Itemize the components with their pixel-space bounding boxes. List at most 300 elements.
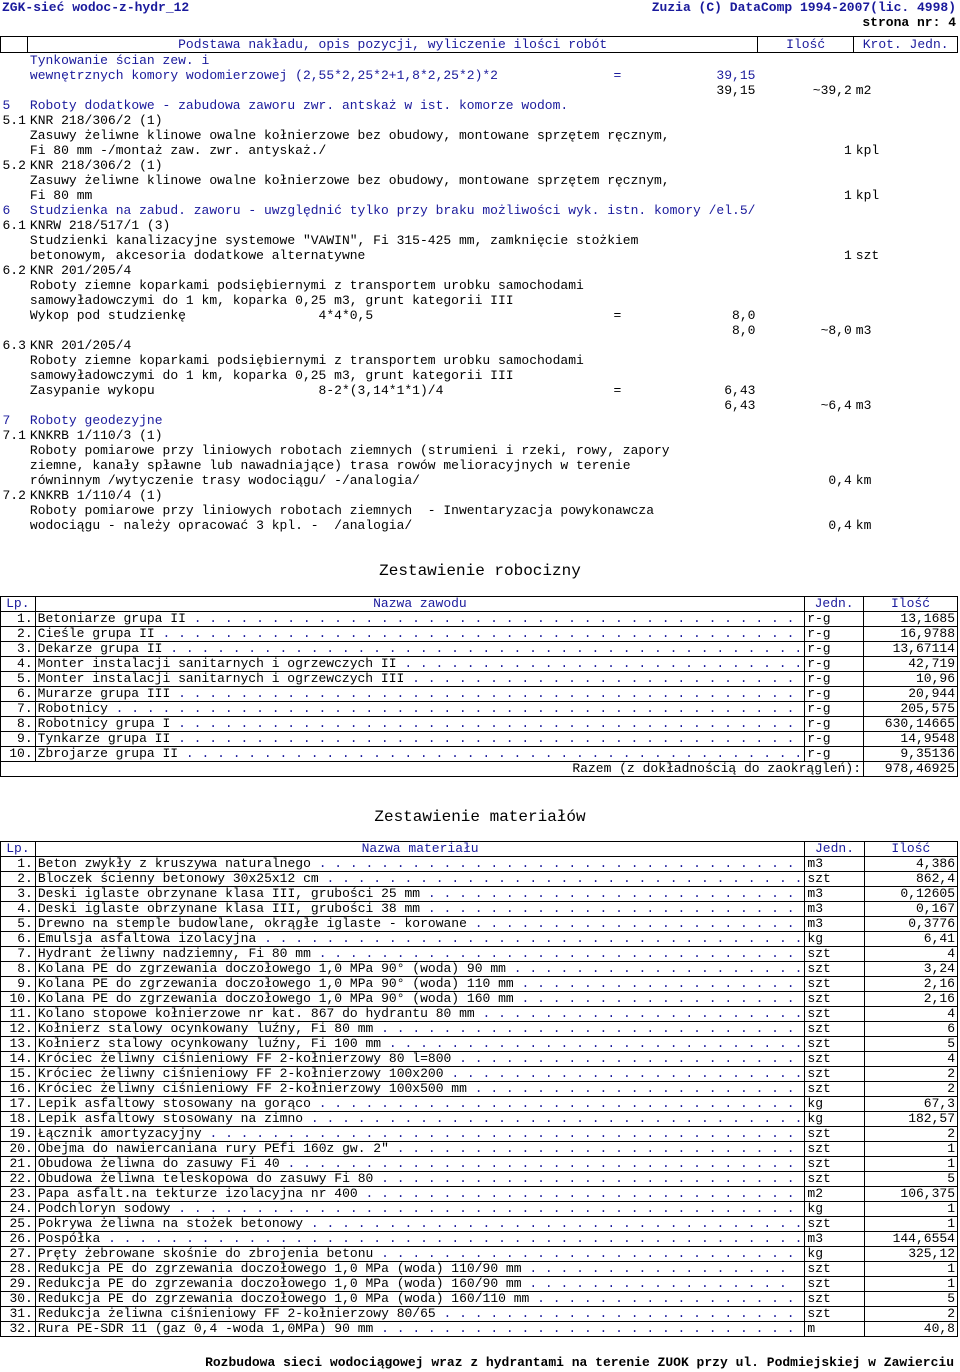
item-number (1, 323, 28, 338)
material-row-name (35, 1217, 805, 1232)
item-unit (854, 128, 958, 143)
labor-row-name (35, 642, 805, 657)
material-row-unit: szt (805, 1157, 864, 1172)
material-row-name-text: Obejma do nawiercaniana rury PEfi 160z gw. 2" (37, 1141, 389, 1156)
dot-leader: . . . . . . . . . . . . . . . . . . . . . . . . . . . . . . . . . . . . . . . . . . . . . (100, 1231, 803, 1246)
material-row (1, 1307, 958, 1322)
dot-leader: . . . . . . . . . . . . . . . . . . . . . . . . . (404, 671, 795, 686)
material-row-unit: szt (805, 1007, 864, 1022)
material-row-lp: 7. (1, 947, 36, 962)
labor-row-unit: r-g (805, 717, 864, 732)
material-row-name-text: Drewno na stemple budowlane, okrągłe iglaste - korowane (37, 916, 467, 931)
labor-row-name (35, 717, 805, 732)
labor-row-lp: 5. (1, 672, 36, 687)
dot-leader: . . . . . . . . . . . . . . . . . . . . . . . . . . . . . . . . . . . . . . . . . (154, 626, 795, 641)
material-row-lp: 23. (1, 1187, 36, 1202)
item-unit (854, 428, 958, 443)
material-row-qty: 5 (864, 1037, 957, 1052)
item-number (1, 248, 28, 263)
equals-sign (612, 83, 633, 98)
labor-row-name (35, 612, 805, 627)
material-row-name (35, 1022, 805, 1037)
material-row-qty: 2,16 (864, 977, 957, 992)
item-unit (854, 173, 958, 188)
item-description: Wykop pod studzienkę 4*4*0,5 (29, 308, 374, 323)
material-row-unit: m3 (805, 887, 864, 902)
item-number (1, 143, 28, 158)
col-description: Podstawa nakładu, opis pozycji, wyliczenie ilości robót (28, 37, 758, 53)
calc-value: 39,15 (716, 83, 756, 98)
dot-leader: . . . . . . . . . . . . . . . . . (521, 1261, 787, 1276)
item-quantity (757, 488, 853, 503)
cost-item-line (1, 428, 958, 443)
material-row-unit: kg (805, 932, 864, 947)
material-row-name (35, 1142, 805, 1157)
labor-row-unit: r-g (805, 702, 864, 717)
item-unit (854, 158, 958, 173)
material-row-unit: szt (805, 977, 864, 992)
labor-row-name-text: Zbrojarze grupa II (37, 746, 179, 761)
material-row-qty: 5 (864, 1172, 957, 1187)
dot-leader: . . . . . . . . . . . . . . . . . . . . . . . . . . . . . . . (310, 946, 795, 961)
item-unit: m3 (855, 323, 872, 338)
material-row (1, 947, 958, 962)
item-unit (854, 218, 958, 233)
cost-items-header (1, 37, 958, 53)
item-unit: szt (855, 248, 880, 263)
item-number (1, 398, 28, 413)
item-unit: km (855, 473, 872, 488)
dot-leader: . . . . . . . . . . . . . . . . . . . . . . . . (420, 901, 795, 916)
calc-value: 6,43 (724, 398, 756, 413)
cost-items-table (0, 36, 958, 533)
labor-row-qty: 13,1685 (864, 612, 958, 627)
item-number (1, 128, 28, 143)
page-header (0, 0, 960, 34)
material-row-name-text: Króciec żeliwny ciśnieniowy FF 2-kołnierzowy 80 l=800 (37, 1051, 452, 1066)
labor-row-lp: 9. (1, 732, 36, 747)
col-unit: Jedn. (909, 37, 949, 52)
material-row-name (35, 977, 805, 992)
item-quantity (757, 353, 853, 368)
material-row-qty: 40,8 (864, 1322, 957, 1337)
dot-leader: . . . . . . . . . . . . . . . . . . . . . . . (443, 1066, 803, 1081)
cost-item-line (1, 143, 958, 158)
labor-row-unit: r-g (805, 687, 864, 702)
item-quantity: 0,4 (828, 473, 852, 488)
material-row-unit: szt (805, 1307, 864, 1322)
item-quantity (757, 113, 853, 128)
item-unit (854, 278, 958, 293)
material-row-qty: 325,12 (864, 1247, 957, 1262)
material-row-lp: 25. (1, 1217, 36, 1232)
item-quantity (757, 368, 853, 383)
material-row-name-text: Podchloryn sodowy (37, 1201, 171, 1216)
material-row (1, 1052, 958, 1067)
item-unit (854, 233, 958, 248)
labor-row-name-text: Murarze grupa III (37, 686, 171, 701)
material-row-unit: szt (805, 1082, 864, 1097)
item-unit (854, 443, 958, 458)
labor-row-name (35, 732, 805, 747)
equals-sign: = (613, 308, 622, 323)
labor-row-name (35, 672, 805, 687)
dot-leader: . . . . . . . . . . . . . . . . . . . . . . . . . . . (373, 1171, 795, 1186)
item-description: Studzienki kanalizacyjne systemowe "VAWIN", Fi 315-425 mm, zamknięcie stożkiem (29, 233, 639, 248)
material-row-name-text: Kołnierz stalowy ocynkowany luźny, Fi 100 mm (37, 1036, 382, 1051)
material-row-lp: 26. (1, 1232, 36, 1247)
labor-row-qty: 10,96 (864, 672, 958, 687)
material-row-qty: 0,167 (864, 902, 957, 917)
dot-leader: . . . . . . . . . . . . . . . . . . . . . . . . . . . . . . . . (303, 1216, 803, 1231)
labor-row (1, 747, 958, 762)
cost-item-line (1, 68, 958, 83)
material-row-lp: 27. (1, 1247, 36, 1262)
material-row-qty: 4 (864, 1052, 957, 1067)
material-row (1, 857, 958, 872)
material-row-lp: 21. (1, 1157, 36, 1172)
item-unit (854, 308, 958, 323)
material-row-lp: 11. (1, 1007, 36, 1022)
dot-leader: . . . . . . . . . . . . . . . . . . . . . . . . . . . . . . . . . . . . . . . . (178, 746, 803, 761)
material-row-lp: 29. (1, 1277, 36, 1292)
item-quantity: ~6,4 (820, 398, 852, 413)
cost-item-line (1, 158, 958, 173)
item-number (1, 53, 28, 69)
item-description: KNKRB 1/110/3 (1) (29, 428, 163, 443)
materials-col-unit: Jedn. (805, 842, 864, 857)
calc-value: 39,15 (716, 68, 756, 83)
dot-leader: . . . . . . . . . . . . . . . . . . . . . . . . . . . . . . . . . . . (256, 931, 803, 946)
dot-leader: . . . . . . . . . . . . . . . . . (529, 1291, 795, 1306)
labor-row-name (35, 687, 805, 702)
item-description: KNR 218/306/2 (1) (29, 113, 163, 128)
labor-row-qty: 20,944 (864, 687, 958, 702)
material-row-name (35, 1187, 805, 1202)
material-row-name (35, 887, 805, 902)
item-description (28, 398, 612, 413)
item-description: samowyładowczymi do 1 km, koparka 0,25 m3, grunt kategorii III (29, 368, 514, 383)
item-description: Roboty ziemne koparkami podsiębiernymi z transportem urobku samochodami (29, 353, 584, 368)
col-quantity: Ilość (757, 37, 853, 53)
cost-item-line (1, 98, 958, 113)
labor-row-lp: 8. (1, 717, 36, 732)
item-number: 5 (2, 98, 11, 113)
labor-row-name-text: Robotnicy grupa I (37, 716, 171, 731)
material-row-name (35, 1172, 805, 1187)
material-row (1, 962, 958, 977)
material-row-lp: 10. (1, 992, 36, 1007)
material-row-qty: 6,41 (864, 932, 957, 947)
material-row-unit: m3 (805, 1232, 864, 1247)
equals-sign: = (613, 383, 622, 398)
dot-leader: . . . . . . . . . . . . . . . . . . . . . . . . (420, 886, 795, 901)
material-row-name-text: Kolana PE do zgrzewania doczołowego 1,0 MPa 90° (woda) 160 mm (37, 991, 514, 1006)
item-quantity (757, 338, 853, 353)
item-description: KNRW 218/517/1 (3) (29, 218, 171, 233)
material-row-unit: szt (805, 992, 864, 1007)
item-quantity: 1 (843, 248, 852, 263)
item-number (1, 233, 28, 248)
material-row-lp: 4. (1, 902, 36, 917)
material-row-name (35, 1007, 805, 1022)
item-unit: m3 (855, 398, 872, 413)
material-row-qty: 2 (864, 1067, 957, 1082)
material-row-unit: szt (805, 1022, 864, 1037)
item-number: 6 (2, 203, 11, 218)
item-description: Roboty geodezyjne (29, 413, 163, 428)
item-quantity (757, 293, 853, 308)
material-row-name-text: Pręty żebrowane skośnie do zbrojenia betonu (37, 1246, 374, 1261)
material-row (1, 1277, 958, 1292)
item-unit (854, 68, 958, 83)
dot-leader: . . . . . . . . . . . . . . . . . . . . . . (451, 1051, 795, 1066)
material-row-name-text: Króciec żeliwny ciśnieniowy FF 2-kołnierzowy 100x200 (37, 1066, 444, 1081)
item-description: Tynkowanie ścian zew. i (29, 53, 210, 68)
item-unit (854, 383, 958, 398)
labor-row-unit: r-g (805, 612, 864, 627)
material-row (1, 1142, 958, 1157)
page-number: strona nr: 4 (862, 15, 956, 30)
cost-item-line (1, 113, 958, 128)
item-description: samowyładowczymi do 1 km, koparka 0,25 m3, grunt kategorii III (29, 293, 514, 308)
item-quantity: 1 (843, 143, 852, 158)
material-row-name (35, 962, 805, 977)
material-row (1, 1082, 958, 1097)
item-quantity (757, 173, 853, 188)
material-row-lp: 14. (1, 1052, 36, 1067)
dot-leader: . . . . . . . . . . . . . . . . . . . . . . . . . . . . . . . . (303, 1111, 803, 1126)
material-row-lp: 32. (1, 1322, 36, 1337)
cost-item-line (1, 128, 958, 143)
material-row-name (35, 1082, 805, 1097)
labor-row (1, 642, 958, 657)
labor-row (1, 612, 958, 627)
labor-row-name-text: Robotnicy (37, 701, 108, 716)
dot-leader: . . . . . . . . . . . . . . . . . . (513, 976, 795, 991)
cost-item-line (1, 473, 958, 488)
item-number (1, 503, 28, 518)
cost-item-line (1, 443, 958, 458)
dot-leader: . . . . . . . . . . . . . . . . . . . . . . . . . . . . . . . . . . . . . . . . (170, 716, 795, 731)
material-row-qty: 67,3 (864, 1097, 957, 1112)
labor-row-name (35, 627, 805, 642)
material-row-lp: 20. (1, 1142, 36, 1157)
calc-value: 8,0 (732, 308, 756, 323)
item-unit (854, 353, 958, 368)
item-number (1, 353, 28, 368)
cost-item-line (1, 503, 958, 518)
material-row (1, 902, 958, 917)
item-description: Fi 80 mm (29, 188, 93, 203)
material-row-unit: szt (805, 1172, 864, 1187)
dot-leader: . . . . . . . . . . . . . . . . . (521, 1276, 787, 1291)
material-row-lp: 30. (1, 1292, 36, 1307)
labor-row-unit: r-g (805, 657, 864, 672)
material-row-qty: 1 (864, 1277, 957, 1292)
material-row-lp: 12. (1, 1022, 36, 1037)
material-row-name (35, 1262, 805, 1277)
labor-row (1, 672, 958, 687)
item-quantity (757, 98, 853, 113)
page-footer: Rozbudowa sieci wodociągowej wraz z hydrantami na terenie ZUOK przy ul. Podmiejskiej w Zawierciu (205, 1355, 954, 1370)
material-row-unit: szt (805, 1217, 864, 1232)
item-unit: m2 (855, 83, 872, 98)
labor-row-name (35, 657, 805, 672)
material-row-qty: 4,386 (864, 857, 957, 872)
item-unit (854, 458, 958, 473)
item-number (1, 473, 28, 488)
material-row (1, 1127, 958, 1142)
item-quantity: ~8,0 (820, 323, 852, 338)
material-row-qty: 2 (864, 1127, 957, 1142)
material-row-qty: 1 (864, 1262, 957, 1277)
labor-row-name-text: Dekarze grupa II (37, 641, 163, 656)
labor-total-label: Razem (z dokładnością do zaokrągleń): (1, 762, 864, 777)
item-unit (854, 488, 958, 503)
material-row-name (35, 872, 805, 887)
material-row-unit: szt (805, 1127, 864, 1142)
material-row (1, 917, 958, 932)
material-row-name (35, 1232, 805, 1247)
material-row-unit: szt (805, 1067, 864, 1082)
labor-row-qty: 205,575 (864, 702, 958, 717)
material-row-name-text: Kolana PE do zgrzewania doczołowego 1,0 MPa 90° (woda) 90 mm (37, 961, 506, 976)
labor-row-name (35, 747, 805, 762)
material-row (1, 887, 958, 902)
item-description: Roboty ziemne koparkami podsiębiernymi z transportem urobku samochodami (29, 278, 584, 293)
material-row-unit: m3 (805, 917, 864, 932)
item-unit (854, 368, 958, 383)
col-lp (1, 37, 28, 53)
material-row-name-text: Pospółka (37, 1231, 101, 1246)
material-row-qty: 5 (864, 1292, 957, 1307)
dot-leader: . . . . . . . . . . . . . . . . . . . . . . . . . . . . . . . (310, 1096, 795, 1111)
material-row-name-text: Papa asfalt.na tekturze izolacyjna nr 400 (37, 1186, 358, 1201)
material-row-name (35, 1052, 805, 1067)
item-quantity (757, 278, 853, 293)
cost-item-line (1, 368, 958, 383)
material-row-qty: 144,6554 (864, 1232, 957, 1247)
material-row-name (35, 992, 805, 1007)
material-row-name-text: Deski iglaste obrzynane klasa III, grubości 38 mm (37, 901, 421, 916)
labor-total-row (1, 762, 958, 777)
cost-item-line (1, 398, 958, 413)
material-row-unit: m (805, 1322, 864, 1337)
cost-item-line (1, 263, 958, 278)
item-number: 7.1 (2, 428, 26, 443)
material-row (1, 1097, 958, 1112)
dot-leader: . . . . . . . . . . . . . . . . . . . . . (466, 916, 795, 931)
labor-row-qty: 42,719 (864, 657, 958, 672)
dot-leader: . . . . . . . . . . . . . . . . . . . . . . . . . . . . (357, 1186, 795, 1201)
item-quantity (757, 68, 853, 83)
material-row-name-text: Kołnierz stalowy ocynkowany luźny, Fi 80 mm (37, 1021, 374, 1036)
material-row-name (35, 902, 805, 917)
item-description: Zasuwy żeliwne klinowe owalne kołnierzowe bez obudowy, montowane sprzętem ręcznym, (29, 128, 670, 143)
item-number (1, 458, 28, 473)
labor-row-qty: 14,9548 (864, 732, 958, 747)
dot-leader: . . . . . . . . . . . . . . . . . . . . . . . . . . . . . . . . . . . . . . . . (170, 686, 795, 701)
item-quantity (757, 383, 853, 398)
material-row-qty: 1 (864, 1217, 957, 1232)
material-row-lp: 3. (1, 887, 36, 902)
material-row-name-text: Kolano stopowe kołnierzowe nr kat. 867 do hydrantu 80 mm (37, 1006, 475, 1021)
labor-row-name-text: Monter instalacji sanitarnych i ogrzewczych II (37, 656, 397, 671)
dot-leader: . . . . . . . . . . . . . . . . . . . . . . . . . . . . . . . . . . . . . . . (185, 611, 795, 626)
material-row (1, 1037, 958, 1052)
labor-col-qty: Ilość (864, 597, 958, 612)
labor-row (1, 627, 958, 642)
item-quantity (757, 308, 853, 323)
material-row (1, 932, 958, 947)
material-row-qty: 2 (864, 1307, 957, 1322)
materials-title: Zestawienie materiałów (374, 808, 586, 826)
material-row-name (35, 857, 805, 872)
item-number: 5.2 (2, 158, 26, 173)
item-number: 7.2 (2, 488, 26, 503)
labor-row-name-text: Betoniarze grupa II (37, 611, 186, 626)
material-row-name-text: Redukcja PE do zgrzewania doczołowego 1,0 MPa (woda) 160/90 mm (37, 1276, 522, 1291)
equals-sign: = (613, 68, 622, 83)
item-quantity (757, 233, 853, 248)
material-row (1, 1292, 958, 1307)
item-quantity (757, 203, 853, 218)
cost-item-line (1, 293, 958, 308)
item-description: Roboty pomiarowe przy liniowych robotach ziemnych (strumieni i rzeki, rowy, zapory (29, 443, 670, 458)
material-row (1, 1172, 958, 1187)
material-row-name (35, 1112, 805, 1127)
dot-leader: . . . . . . . . . . . . . . . . . . . . . . . . . . . . . . . . . . . . . . . . (170, 731, 795, 746)
cost-item-line (1, 353, 958, 368)
col-krot: Krot. (862, 37, 902, 52)
labor-row-lp: 1. (1, 612, 36, 627)
material-row-name-text: Lepik asfaltowy stosowany na zimno (37, 1111, 304, 1126)
cost-item-line (1, 383, 958, 398)
material-row-name (35, 1037, 805, 1052)
material-row-name-text: Króciec żeliwny ciśnieniowy FF 2-kołnierzowy 100x500 mm (37, 1081, 467, 1096)
material-row-name (35, 1307, 805, 1322)
dot-leader: . . . . . . . . . . . . . . . . . . . . . . . . . . . (373, 1321, 795, 1336)
material-row-qty: 182,57 (864, 1112, 957, 1127)
material-row-lp: 5. (1, 917, 36, 932)
material-row-unit: m2 (805, 1187, 864, 1202)
material-row-lp: 13. (1, 1037, 36, 1052)
material-row (1, 872, 958, 887)
material-row (1, 1247, 958, 1262)
material-row-qty: 2 (864, 1082, 957, 1097)
material-row-name (35, 1292, 805, 1307)
material-row (1, 1322, 958, 1337)
material-row-unit: szt (805, 1277, 864, 1292)
dot-leader: . . . . . . . . . . . . . . . . . . . . . . . . . . . . . . . (318, 871, 803, 886)
document-id: ZGK-sieć wodoc-z-hydr_12 (2, 0, 190, 15)
item-description: KNR 201/205/4 (29, 338, 132, 353)
item-quantity (757, 458, 853, 473)
material-row-unit: kg (805, 1097, 864, 1112)
dot-leader: . . . . . . . . . . . . . . . . . . . . . . . (435, 1306, 795, 1321)
material-row-lp: 1. (1, 857, 36, 872)
software-credit: Zuzia (C) DataComp 1994-2007(lic. 4998) (651, 0, 956, 15)
material-row (1, 1217, 958, 1232)
material-row-lp: 22. (1, 1172, 36, 1187)
item-quantity (757, 413, 853, 428)
material-row-name-text: Deski iglaste obrzynane klasa III, grubości 25 mm (37, 886, 421, 901)
item-quantity (757, 53, 853, 69)
item-number (1, 293, 28, 308)
material-row-unit: szt (805, 1037, 864, 1052)
material-row-lp: 15. (1, 1067, 36, 1082)
